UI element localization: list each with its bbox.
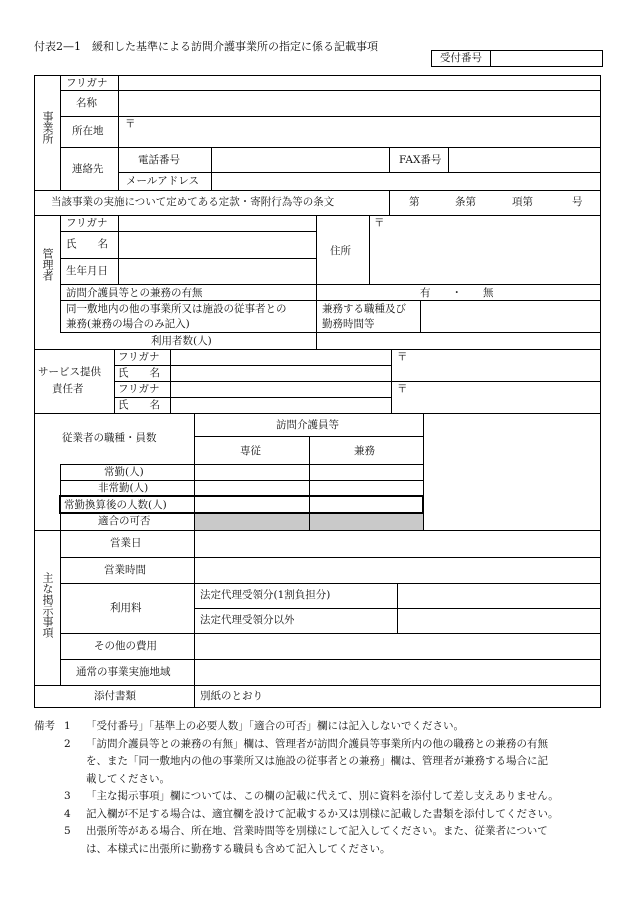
office-section-label: 事業所 [41, 111, 54, 144]
notes-head: 備考 [34, 720, 55, 732]
notice-business-hours: 営業時間 [104, 564, 146, 576]
note-item [34, 718, 604, 736]
staff-row-parttime: 非常勤(人) [98, 482, 149, 494]
manager-users-label: 利用者数(人) [151, 335, 212, 347]
note-item [34, 806, 604, 824]
note-number: 5 [64, 825, 71, 837]
service-manager-furigana-2: フリガナ [118, 383, 160, 395]
service-manager-label-2: 責任者 [52, 383, 84, 395]
manager-birthdate-label: 生年月日 [66, 265, 108, 277]
notes [34, 718, 604, 858]
note-line: は、本様式に出張所に勤務する職員も含めて記入してください。 [86, 842, 391, 855]
office-email-label: メールアドレス [126, 175, 199, 187]
note-text: 記入欄が不足する場合は、適宜欄を設けて記載するか又は別様に記載した書類を添付してください。 [86, 807, 559, 820]
note-number: 1 [64, 720, 71, 732]
office-contact-label: 連絡先 [72, 163, 104, 175]
receipt-number-box [431, 50, 603, 67]
manager-name-label: 氏 名 [66, 238, 108, 250]
receipt-number-field[interactable] [491, 51, 602, 66]
note-text [86, 736, 604, 789]
manager-other-job-label-2: 兼務(兼務の場合のみ記入) [66, 318, 190, 330]
manager-section-label: 管理者 [41, 248, 54, 281]
note-line: 出張所等がある場合、所在地、営業時間等を別様にして記入してください。また、従業者について [86, 825, 548, 837]
receipt-number-label: 受付番号 [432, 51, 491, 66]
note-text [86, 823, 604, 858]
form-title: 付表2—1 緩和した基準による訪問介護事業所の指定に係る記載事項 [34, 40, 378, 53]
note-line: 「訪問介護員等との兼務の有無」欄は、管理者が訪問介護員等事業所内の他の職務との兼務の有無 [86, 737, 548, 750]
staff-title: 従業者の職種・員数 [62, 432, 157, 444]
service-manager-postal-2: 〒 [397, 383, 408, 395]
notice-fee-statutory: 法定代理受領分(1割負担分) [200, 589, 331, 601]
notice-section-label: 主な掲示事項 [41, 572, 54, 638]
manager-address-label: 住所 [330, 245, 351, 257]
articles-jo: 条第 [455, 196, 476, 208]
manager-concurrent-job-label-1: 兼務する職種及び [322, 303, 406, 315]
service-manager-postal-1: 〒 [397, 351, 408, 363]
manager-concurrent-answer[interactable]: 有 ・ 無 [420, 287, 494, 299]
note-item [34, 736, 604, 789]
note-number: 3 [64, 790, 71, 802]
office-address-label: 所在地 [72, 125, 104, 137]
manager-concurrent-job-label-2: 勤務時間等 [322, 318, 375, 330]
service-manager-label-1: サービス提供 [38, 366, 101, 378]
note-number: 4 [64, 807, 71, 820]
note-line: 載してください。 [86, 772, 170, 785]
manager-other-job-label-1: 同一敷地内の他の事業所又は施設の従事者との [66, 303, 287, 315]
postal-mark-icon: 〒 [125, 118, 136, 130]
attachments-label: 添付書類 [94, 690, 136, 702]
articles-ko: 項第 [512, 196, 533, 208]
articles-label: 当該事業の実施について定めてある定款・寄附行為等の条文 [51, 196, 335, 208]
staff-col-part: 兼務 [354, 445, 375, 457]
note-line: を、また「同一敷地内の他の事業所又は施設の従事者との兼務」欄は、管理者が兼務する場合に記 [86, 755, 548, 767]
office-fax-label: FAX番号 [399, 154, 442, 166]
notice-area: 通常の事業実施地域 [76, 666, 171, 678]
service-manager-name-2: 氏 名 [118, 399, 160, 411]
service-manager-name-1: 氏 名 [118, 367, 160, 379]
notice-fee: 利用料 [110, 602, 142, 614]
note-text: 「主な掲示事項」欄については、この欄の記載に代えて、別に資料を添付して差し支えありません。 [86, 790, 559, 802]
note-text: 「受付番号」「基準上の必要人数」「適合の可否」欄には記入しないでください。 [86, 720, 464, 732]
notice-business-days: 営業日 [110, 537, 142, 549]
manager-concurrent-question: 訪問介護員等との兼務の有無 [66, 287, 203, 299]
manager-furigana-label: フリガナ [66, 217, 108, 229]
manager-postal-mark-icon: 〒 [374, 217, 385, 229]
note-number: 2 [64, 737, 71, 750]
staff-row-fulltime: 常勤(人) [104, 466, 144, 478]
notice-other-costs: その他の費用 [94, 640, 157, 652]
note-item [34, 788, 604, 806]
notice-fee-other: 法定代理受領分以外 [200, 614, 295, 626]
note-item [34, 823, 604, 858]
staff-col-group: 訪問介護員等 [276, 419, 339, 431]
articles-dai: 第 [409, 196, 420, 208]
service-manager-furigana-1: フリガナ [118, 351, 160, 363]
staff-row-fte: 常勤換算後の人数(人) [64, 499, 167, 511]
staff-col-full: 専従 [240, 445, 261, 457]
attachments-value: 別紙のとおり [200, 690, 263, 702]
office-furigana-label: フリガナ [66, 77, 108, 89]
articles-go: 号 [572, 196, 583, 208]
office-name-label: 名称 [76, 97, 97, 109]
staff-row-compliance: 適合の可否 [98, 515, 151, 527]
office-phone-label: 電話番号 [138, 154, 180, 166]
